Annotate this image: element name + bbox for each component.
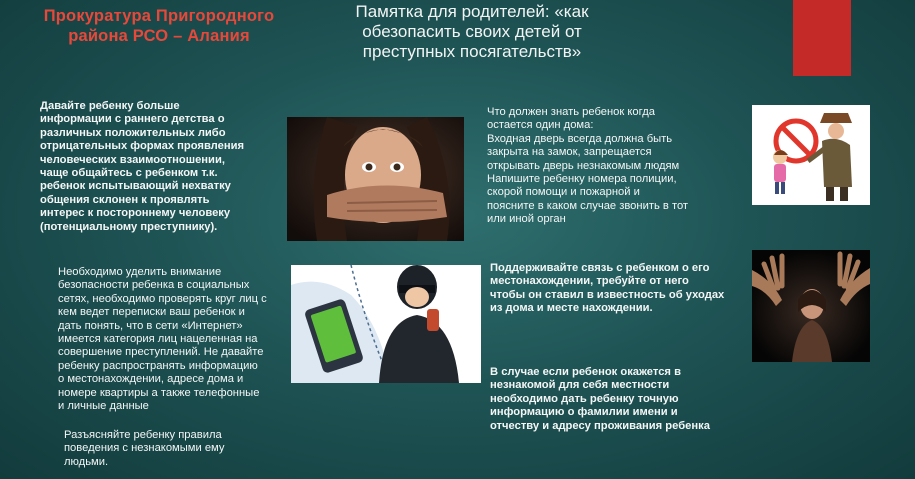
text-line: номере квартиры а также телефонные xyxy=(58,386,260,399)
text-line: общения склонен к проявлять xyxy=(40,193,210,206)
page-title xyxy=(322,2,622,62)
text-line: различных положительных либо xyxy=(40,126,226,139)
text-line: закрыта на замок, запрещается xyxy=(487,146,652,159)
info-block-home-alone xyxy=(487,106,688,227)
text-line: имеется категория лиц нацеленная на xyxy=(58,333,258,346)
text-line: информацию о фамилии имени и xyxy=(490,406,678,419)
text-line: Разъясняйте ребенку правила xyxy=(64,429,222,441)
stranger-danger-illustration xyxy=(752,105,870,205)
text-line: ребенок испытывающий нехватку xyxy=(40,180,231,193)
text-line: Напишите ребенку номера полиции, xyxy=(487,173,677,186)
text-line: поведения с незнакомыми ему xyxy=(64,442,225,455)
info-block-address-info xyxy=(490,366,710,433)
title-line: Памятка для родителей: «как xyxy=(355,2,589,21)
text-line: дать понять, что в сети «Интернет» xyxy=(58,319,243,332)
text-line: чтобы он ставил в известность об уходах xyxy=(490,288,725,301)
hacker-phone-illustration xyxy=(291,265,481,383)
text-line: незнакомой для себя местности xyxy=(490,379,670,392)
text-line: отчеству и адресу проживания ребенка xyxy=(490,419,710,432)
accent-bar xyxy=(793,0,851,76)
text-line: Что должен знать ребенок когда xyxy=(487,106,655,118)
text-line: Входная дверь всегда должна быть xyxy=(487,132,673,145)
text-line: или иной орган xyxy=(487,213,566,226)
text-line: (потенциальному преступнику). xyxy=(40,220,218,233)
text-line: и личные данные xyxy=(58,400,149,413)
text-line: безопасности ребенка в социальных xyxy=(58,279,250,292)
title-line: обезопасить своих детей от xyxy=(362,22,582,41)
text-line: местонахождении, требуйте от него xyxy=(490,275,689,288)
text-line: людьми. xyxy=(64,455,109,468)
text-line: поясните в каком случае звонить в тот xyxy=(487,199,689,212)
text-line: открывать дверь незнакомым людям xyxy=(487,159,680,172)
text-line: В случае если ребенок окажется в xyxy=(490,366,681,378)
text-line: о местонахождении, адресе дома и xyxy=(58,373,244,386)
text-line: интерес к постороннему человеку xyxy=(40,207,231,220)
prosecutor-office-title xyxy=(14,6,304,46)
info-block-keep-contact xyxy=(490,262,724,316)
text-line: отрицательных формах проявления xyxy=(40,140,245,153)
text-line: Давайте ребенку больше xyxy=(40,100,180,112)
text-line: чаще общайтесь с ребенком т.к. xyxy=(40,167,218,180)
text-line: необходимо дать ребенку точную xyxy=(490,392,679,405)
text-line: ребенку распространять информацию xyxy=(58,359,258,372)
text-line: информации с раннего детства о xyxy=(40,113,225,126)
org-title-line: района РСО – Алания xyxy=(68,27,250,45)
dark-hands-child-photo xyxy=(752,250,870,362)
title-line: преступных посягательств» xyxy=(362,42,582,61)
info-block-strangers xyxy=(64,429,224,469)
org-title-line: Прокуратура Пригородного xyxy=(43,7,275,25)
text-line: Необходимо уделить внимание xyxy=(58,266,222,278)
text-line: кем ведет переписки ваш ребенок и xyxy=(58,306,245,319)
frightened-child-photo xyxy=(287,117,464,241)
text-line: совершение преступлений. Не давайте xyxy=(58,346,264,359)
info-block-social-networks xyxy=(58,266,267,413)
text-line: Поддерживайте связь с ребенком о его xyxy=(490,262,710,274)
text-line: скорой помощи и пожарной и xyxy=(487,186,640,199)
text-line: сетях, необходимо проверять круг лиц с xyxy=(58,292,267,305)
text-line: из дома и месте нахождении. xyxy=(490,302,653,315)
text-line: остается один дома: xyxy=(487,119,594,132)
info-block-communication xyxy=(40,100,244,234)
text-line: человеческих взаимоотношении, xyxy=(40,153,225,166)
